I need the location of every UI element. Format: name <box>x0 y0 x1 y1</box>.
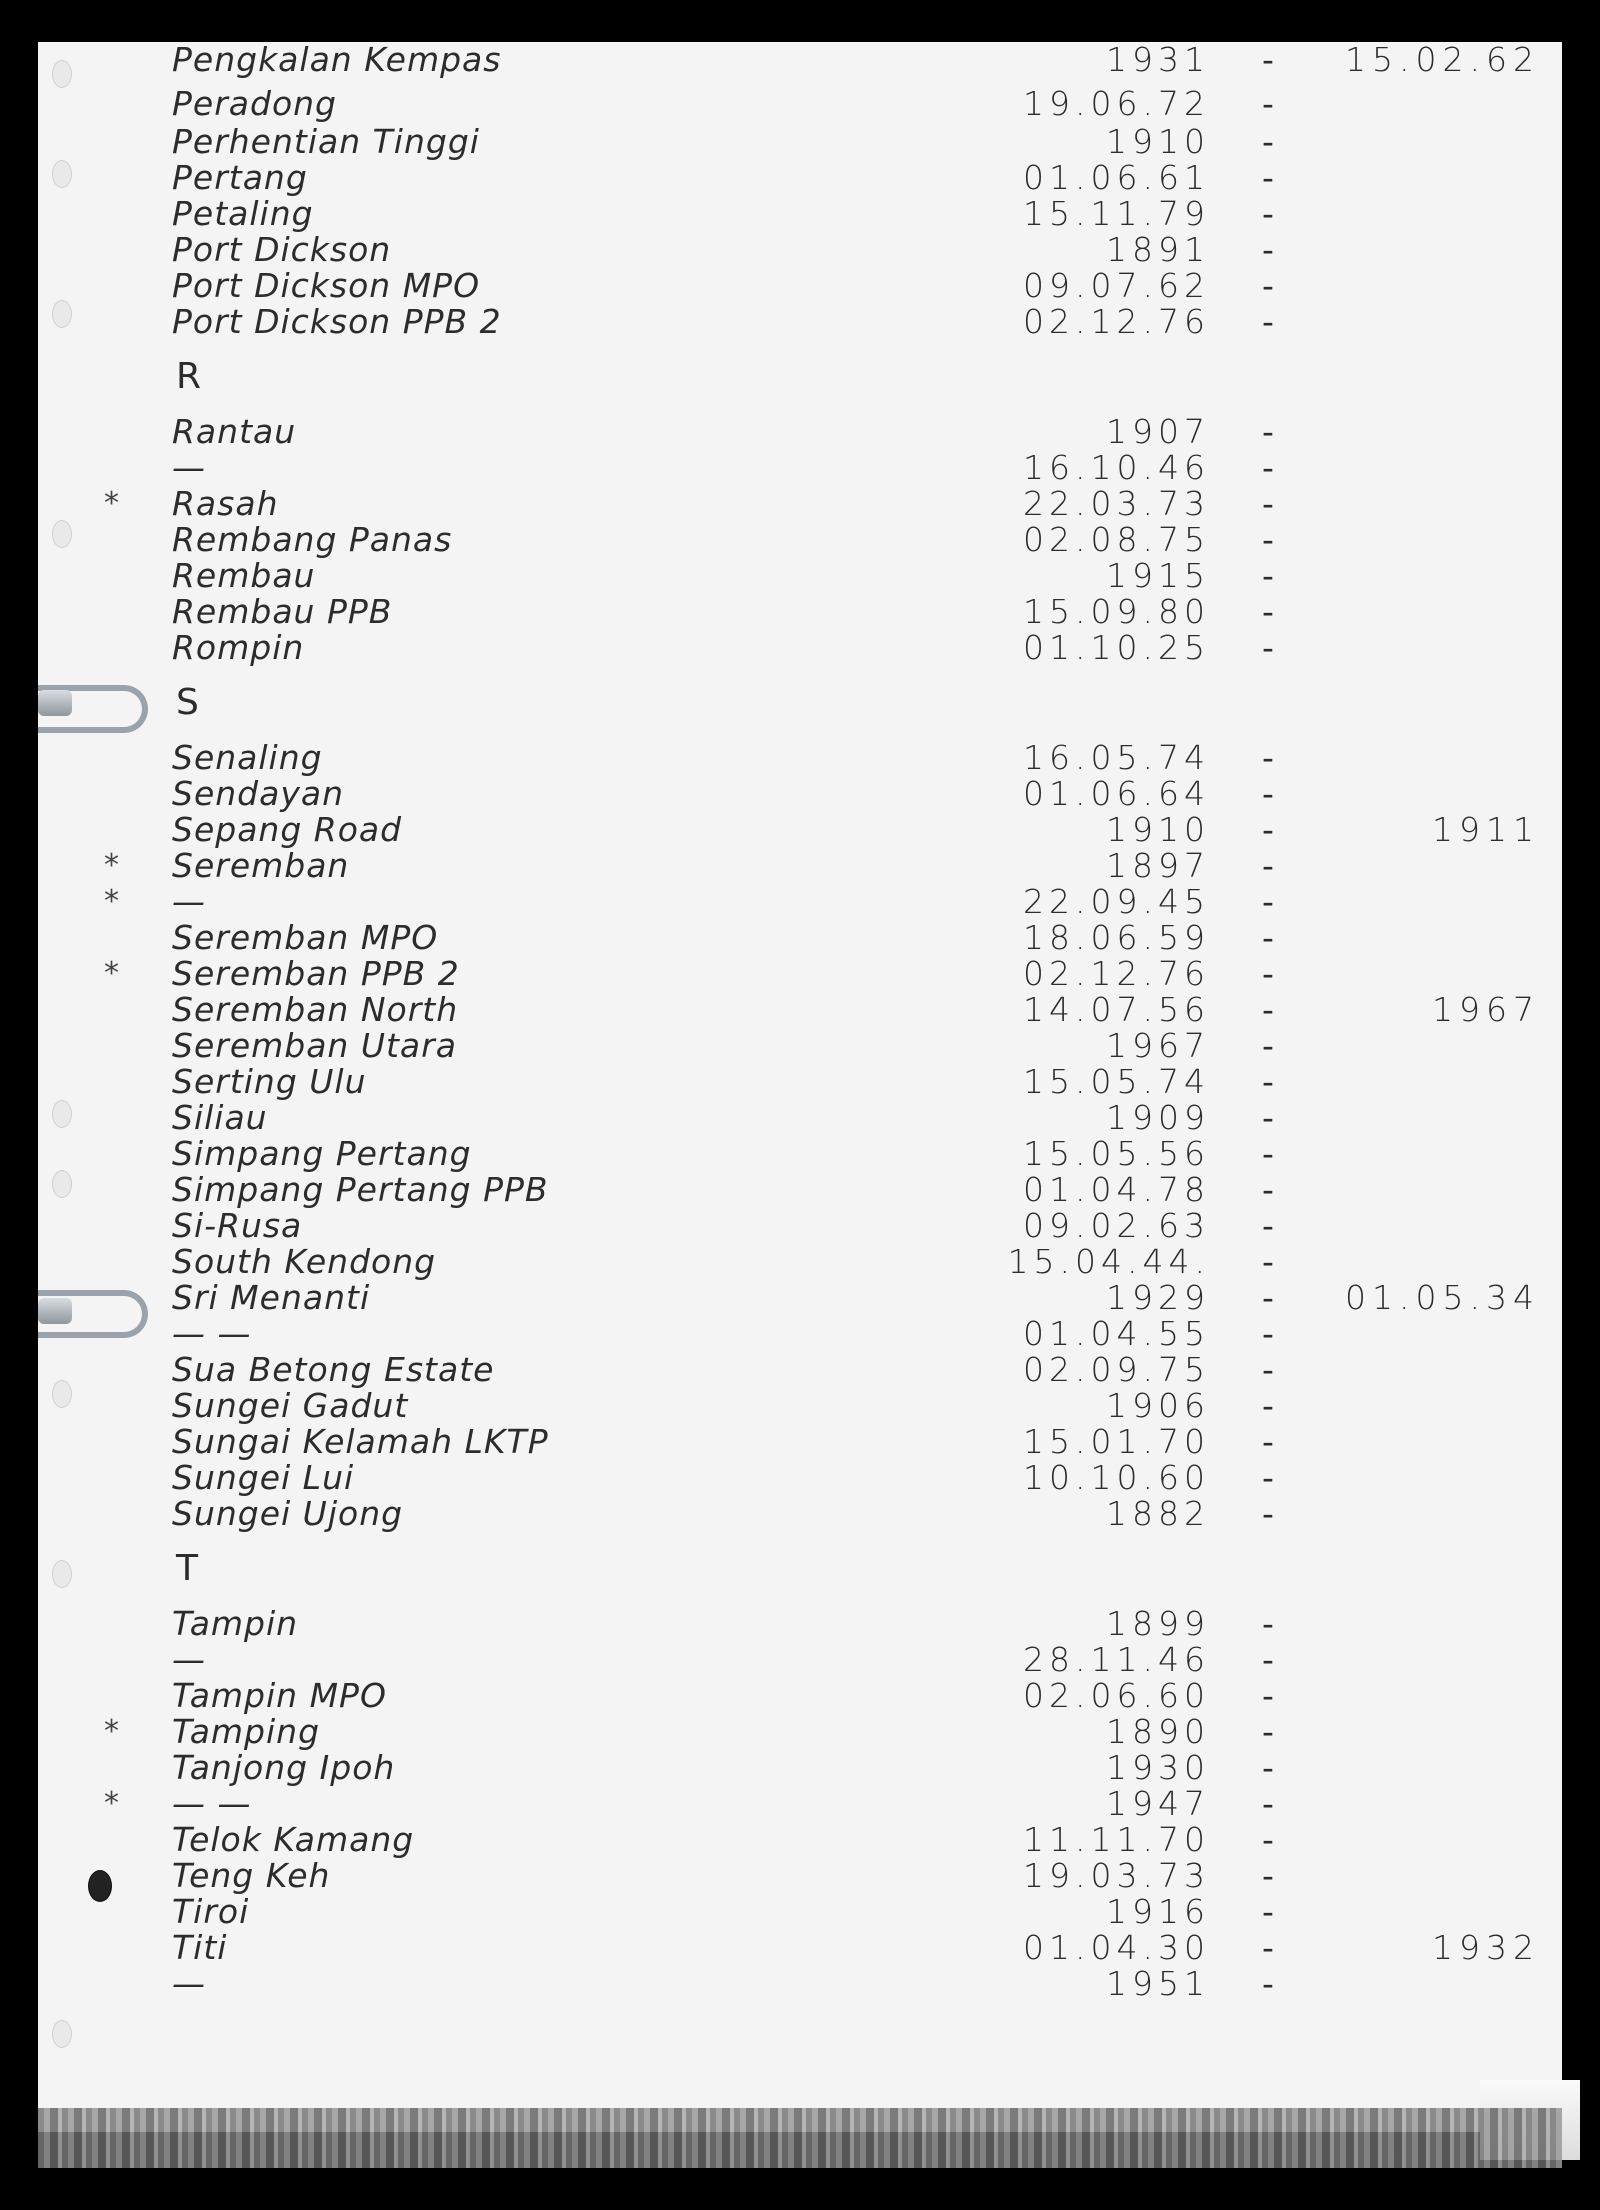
opening-date: 1882 <box>1106 1494 1210 1533</box>
closing-date: 1911 <box>1432 810 1540 849</box>
office-name: Siliau <box>172 1098 268 1137</box>
entry-row <box>0 1424 1600 1460</box>
opening-date: 1951 <box>1106 1964 1210 2003</box>
date-separator: - <box>1262 1820 1275 1859</box>
office-name: Sepang Road <box>172 810 403 849</box>
entry-row <box>0 232 1600 268</box>
office-name: — — <box>172 1314 252 1353</box>
office-name: Pertang <box>172 158 308 197</box>
opening-date: 28.11.46 <box>1023 1640 1210 1679</box>
punch-hole <box>52 2020 72 2048</box>
entry-row <box>0 1750 1600 1786</box>
entry-row <box>0 1388 1600 1424</box>
office-name: South Kendong <box>172 1242 437 1281</box>
date-separator: - <box>1262 1892 1275 1931</box>
entry-row <box>0 1858 1600 1894</box>
office-name: Sungai Kelamah LKTP <box>172 1422 549 1461</box>
entry-row <box>0 812 1600 848</box>
date-separator: - <box>1262 846 1275 885</box>
date-separator: - <box>1262 84 1275 123</box>
entry-row <box>0 848 1600 884</box>
office-name: Sendayan <box>172 774 345 813</box>
entry-row <box>0 414 1600 450</box>
date-separator: - <box>1262 1242 1275 1281</box>
entry-row <box>0 1714 1600 1750</box>
entry-row <box>0 1352 1600 1388</box>
office-name: Rompin <box>172 628 305 667</box>
entry-row <box>0 1822 1600 1858</box>
office-name: Seremban <box>172 846 350 885</box>
opening-date: 09.02.63 <box>1023 1206 1210 1245</box>
date-separator: - <box>1262 1676 1275 1715</box>
office-name: Senaling <box>172 738 323 777</box>
asterisk-mark: * <box>104 884 120 919</box>
opening-date: 01.04.30 <box>1023 1928 1210 1967</box>
asterisk-mark: * <box>104 1714 120 1749</box>
opening-date: 15.11.79 <box>1023 194 1210 233</box>
office-name: Telok Kamang <box>172 1820 415 1859</box>
date-separator: - <box>1262 628 1275 667</box>
office-name: Simpang Pertang PPB <box>172 1170 549 1209</box>
entry-row <box>0 1786 1600 1822</box>
date-separator: - <box>1262 1026 1275 1065</box>
entry-row <box>0 1496 1600 1532</box>
entry-row <box>0 1606 1600 1642</box>
entry-row <box>0 1172 1600 1208</box>
date-separator: - <box>1262 40 1275 79</box>
date-separator: - <box>1262 1964 1275 2003</box>
entry-row <box>0 42 1600 78</box>
entry-row <box>0 1930 1600 1966</box>
office-name: Pengkalan Kempas <box>172 40 502 79</box>
opening-date: 1910 <box>1106 122 1210 161</box>
closing-date: 15.02.62 <box>1345 40 1540 79</box>
opening-date: 02.12.76 <box>1023 954 1210 993</box>
office-name: Rantau <box>172 412 297 451</box>
office-name: Seremban Utara <box>172 1026 457 1065</box>
punch-hole <box>52 1560 72 1588</box>
date-separator: - <box>1262 266 1275 305</box>
entry-row <box>0 776 1600 812</box>
date-separator: - <box>1262 1062 1275 1101</box>
office-name: Rembang Panas <box>172 520 453 559</box>
entry-row <box>0 594 1600 630</box>
date-separator: - <box>1262 1206 1275 1245</box>
entry-row <box>0 1208 1600 1244</box>
office-name: — — <box>172 1784 252 1823</box>
office-name: Sungei Ujong <box>172 1494 404 1533</box>
office-name: Port Dickson MPO <box>172 266 481 305</box>
date-separator: - <box>1262 1640 1275 1679</box>
entry-row <box>0 992 1600 1028</box>
office-name: Seremban PPB 2 <box>172 954 460 993</box>
date-separator: - <box>1262 520 1275 559</box>
office-name: Sungei Gadut <box>172 1386 409 1425</box>
entry-row <box>0 486 1600 522</box>
office-name: Tanjong Ipoh <box>172 1748 396 1787</box>
date-separator: - <box>1262 448 1275 487</box>
opening-date: 19.03.73 <box>1023 1856 1210 1895</box>
date-separator: - <box>1262 1712 1275 1751</box>
opening-date: 1916 <box>1106 1892 1210 1931</box>
opening-date: 1915 <box>1106 556 1210 595</box>
date-separator: - <box>1262 1856 1275 1895</box>
entry-row <box>0 1894 1600 1930</box>
section-letter: T <box>176 1548 198 1589</box>
opening-date: 01.04.55 <box>1023 1314 1210 1353</box>
date-separator: - <box>1262 810 1275 849</box>
opening-date: 02.06.60 <box>1023 1676 1210 1715</box>
opening-date: 1891 <box>1106 230 1210 269</box>
date-separator: - <box>1262 774 1275 813</box>
entry-row <box>0 124 1600 160</box>
office-name: Rembau <box>172 556 316 595</box>
asterisk-mark: * <box>104 486 120 521</box>
date-separator: - <box>1262 158 1275 197</box>
section-letter: S <box>176 682 199 723</box>
entry-row <box>0 1064 1600 1100</box>
opening-date: 09.07.62 <box>1023 266 1210 305</box>
office-name: Tampin MPO <box>172 1676 387 1715</box>
opening-date: 15.04.44. <box>1007 1242 1210 1281</box>
office-name: Port Dickson <box>172 230 392 269</box>
entry-row <box>0 86 1600 122</box>
asterisk-mark: * <box>104 848 120 883</box>
opening-date: 1967 <box>1106 1026 1210 1065</box>
office-name: Sri Menanti <box>172 1278 371 1317</box>
office-name: — <box>172 448 206 487</box>
closing-date: 1932 <box>1432 1928 1540 1967</box>
opening-date: 01.04.78 <box>1023 1170 1210 1209</box>
date-separator: - <box>1262 882 1275 921</box>
opening-date: 01.10.25 <box>1023 628 1210 667</box>
binder-cover <box>38 2108 1562 2168</box>
office-name: Sungei Lui <box>172 1458 355 1497</box>
entry-row <box>0 1316 1600 1352</box>
opening-date: 01.06.61 <box>1023 158 1210 197</box>
entry-row <box>0 956 1600 992</box>
office-name: Teng Keh <box>172 1856 331 1895</box>
opening-date: 1930 <box>1106 1748 1210 1787</box>
office-name: Tiroi <box>172 1892 250 1931</box>
entry-row <box>0 268 1600 304</box>
office-name: Tampin <box>172 1604 299 1643</box>
entry-row <box>0 196 1600 232</box>
entry-row <box>0 1678 1600 1714</box>
date-separator: - <box>1262 1748 1275 1787</box>
opening-date: 1929 <box>1106 1278 1210 1317</box>
office-name: Perhentian Tinggi <box>172 122 480 161</box>
office-name: Peradong <box>172 84 337 123</box>
opening-date: 1947 <box>1106 1784 1210 1823</box>
office-name: Sua Betong Estate <box>172 1350 495 1389</box>
entry-row <box>0 920 1600 956</box>
entry-row <box>0 304 1600 340</box>
date-separator: - <box>1262 1494 1275 1533</box>
opening-date: 1899 <box>1106 1604 1210 1643</box>
date-separator: - <box>1262 1098 1275 1137</box>
date-separator: - <box>1262 1134 1275 1173</box>
date-separator: - <box>1262 1422 1275 1461</box>
date-separator: - <box>1262 592 1275 631</box>
office-name: Petaling <box>172 194 314 233</box>
asterisk-mark: * <box>104 956 120 991</box>
date-separator: - <box>1262 556 1275 595</box>
entry-row <box>0 160 1600 196</box>
office-name: Rasah <box>172 484 279 523</box>
opening-date: 18.06.59 <box>1023 918 1210 957</box>
opening-date: 02.12.76 <box>1023 302 1210 341</box>
office-name: Seremban MPO <box>172 918 439 957</box>
opening-date: 19.06.72 <box>1023 84 1210 123</box>
opening-date: 1906 <box>1106 1386 1210 1425</box>
date-separator: - <box>1262 122 1275 161</box>
office-name: Titi <box>172 1928 228 1967</box>
opening-date: 14.07.56 <box>1023 990 1210 1029</box>
date-separator: - <box>1262 302 1275 341</box>
opening-date: 02.09.75 <box>1023 1350 1210 1389</box>
office-name: — <box>172 882 206 921</box>
date-separator: - <box>1262 1928 1275 1967</box>
opening-date: 16.05.74 <box>1023 738 1210 777</box>
entry-row <box>0 1642 1600 1678</box>
opening-date: 22.03.73 <box>1023 484 1210 523</box>
opening-date: 1907 <box>1106 412 1210 451</box>
date-separator: - <box>1262 1386 1275 1425</box>
binder-ring-end <box>38 690 72 716</box>
date-separator: - <box>1262 194 1275 233</box>
opening-date: 15.01.70 <box>1023 1422 1210 1461</box>
entry-row <box>0 630 1600 666</box>
date-separator: - <box>1262 1604 1275 1643</box>
entry-row <box>0 740 1600 776</box>
opening-date: 1909 <box>1106 1098 1210 1137</box>
opening-date: 1897 <box>1106 846 1210 885</box>
entry-row <box>0 1966 1600 2002</box>
entry-row <box>0 1460 1600 1496</box>
office-name: Rembau PPB <box>172 592 393 631</box>
opening-date: 16.10.46 <box>1023 448 1210 487</box>
date-separator: - <box>1262 1350 1275 1389</box>
section-letter: R <box>176 356 202 397</box>
date-separator: - <box>1262 1458 1275 1497</box>
entry-row <box>0 1280 1600 1316</box>
entry-row <box>0 558 1600 594</box>
date-separator: - <box>1262 1278 1275 1317</box>
opening-date: 01.06.64 <box>1023 774 1210 813</box>
date-separator: - <box>1262 954 1275 993</box>
opening-date: 10.10.60 <box>1023 1458 1210 1497</box>
entry-row <box>0 450 1600 486</box>
date-separator: - <box>1262 1170 1275 1209</box>
closing-date: 1967 <box>1432 990 1540 1029</box>
opening-date: 02.08.75 <box>1023 520 1210 559</box>
date-separator: - <box>1262 412 1275 451</box>
office-name: Simpang Pertang <box>172 1134 472 1173</box>
office-name: Port Dickson PPB 2 <box>172 302 502 341</box>
date-separator: - <box>1262 918 1275 957</box>
office-name: Seremban North <box>172 990 459 1029</box>
opening-date: 15.05.56 <box>1023 1134 1210 1173</box>
date-separator: - <box>1262 484 1275 523</box>
date-separator: - <box>1262 230 1275 269</box>
opening-date: 1931 <box>1106 40 1210 79</box>
opening-date: 11.11.70 <box>1023 1820 1210 1859</box>
opening-date: 15.05.74 <box>1023 1062 1210 1101</box>
date-separator: - <box>1262 738 1275 777</box>
entry-row <box>0 884 1600 920</box>
office-name: — <box>172 1964 206 2003</box>
office-name: Serting Ulu <box>172 1062 367 1101</box>
entry-row <box>0 1244 1600 1280</box>
entry-row <box>0 1028 1600 1064</box>
opening-date: 22.09.45 <box>1023 882 1210 921</box>
asterisk-mark: * <box>104 1786 120 1821</box>
office-name: Tamping <box>172 1712 321 1751</box>
date-separator: - <box>1262 1314 1275 1353</box>
entry-row <box>0 1136 1600 1172</box>
date-separator: - <box>1262 990 1275 1029</box>
date-separator: - <box>1262 1784 1275 1823</box>
opening-date: 15.09.80 <box>1023 592 1210 631</box>
opening-date: 1890 <box>1106 1712 1210 1751</box>
opening-date: 1910 <box>1106 810 1210 849</box>
closing-date: 01.05.34 <box>1345 1278 1540 1317</box>
office-name: — <box>172 1640 206 1679</box>
office-name: Si-Rusa <box>172 1206 303 1245</box>
entry-row <box>0 1100 1600 1136</box>
entry-row <box>0 522 1600 558</box>
